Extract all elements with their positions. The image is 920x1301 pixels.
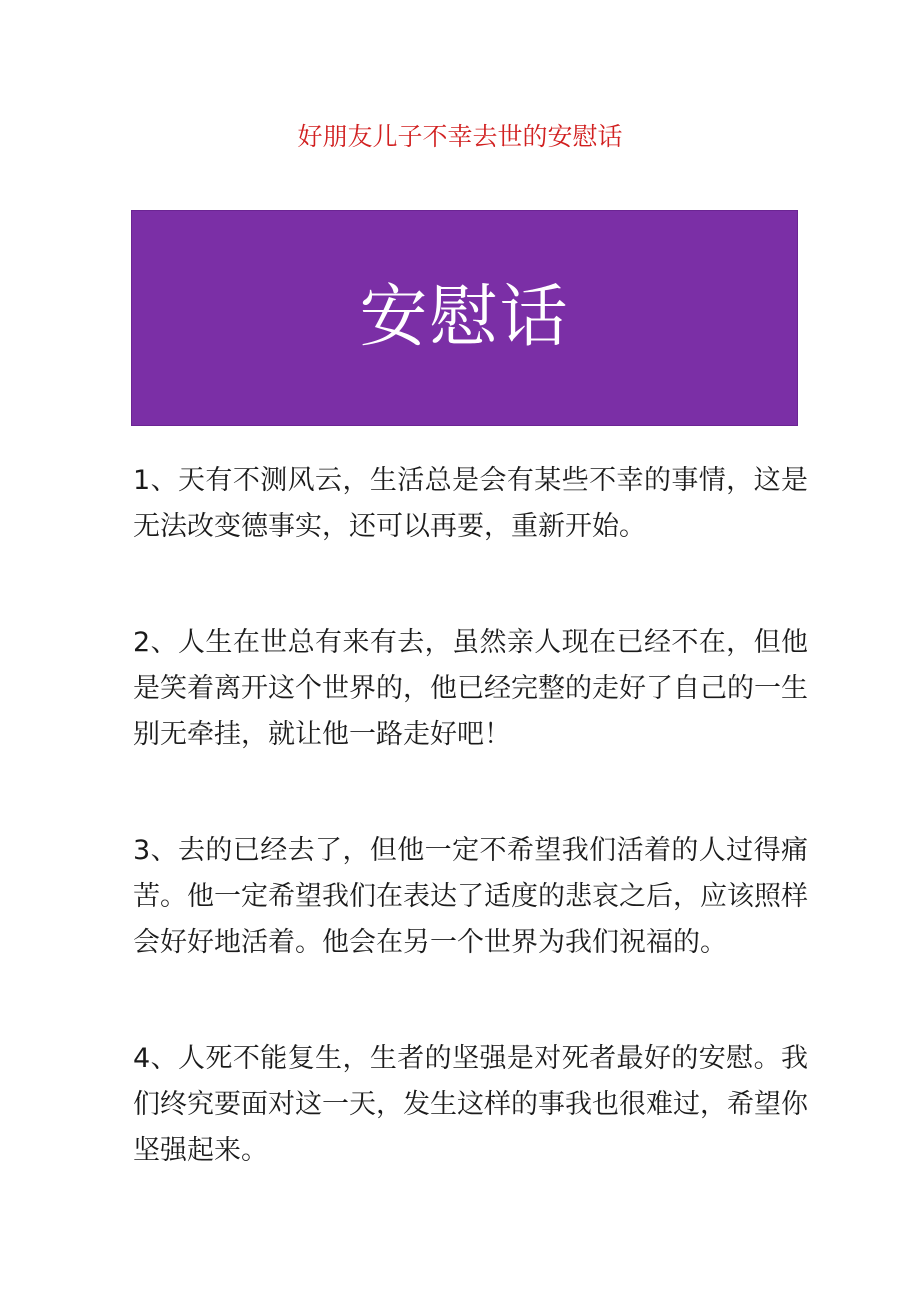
- title-banner: [131, 210, 798, 426]
- paragraph-list: [133, 458, 808, 1244]
- document-title: 好朋友儿子不幸去世的安慰话: [297, 122, 623, 151]
- paragraph-3: 3、去的已经去了，但他一定不希望我们活着的人过得痛苦。他一定希望我们在表达了适度的悲哀之后，应该照样会好好地活着。他会在另一个世界为我们祝福的。: [133, 835, 808, 958]
- paragraph-1: 1、天有不测风云，生活总是会有某些不幸的事情，这是无法改变德事实，还可以再要，重新开始。: [133, 465, 808, 542]
- banner-text: 安慰话: [359, 278, 570, 357]
- paragraph-2: 2、人生在世总有来有去，虽然亲人现在已经不在，但他是笑着离开这个世界的，他已经完整的走好了自己的一生别无牵挂，就让他一路走好吧！: [133, 627, 808, 750]
- paragraph-4: 4、人死不能复生，生者的坚强是对死者最好的安慰。我们终究要面对这一天，发生这样的事我也很难过，希望你坚强起来。: [133, 1043, 808, 1166]
